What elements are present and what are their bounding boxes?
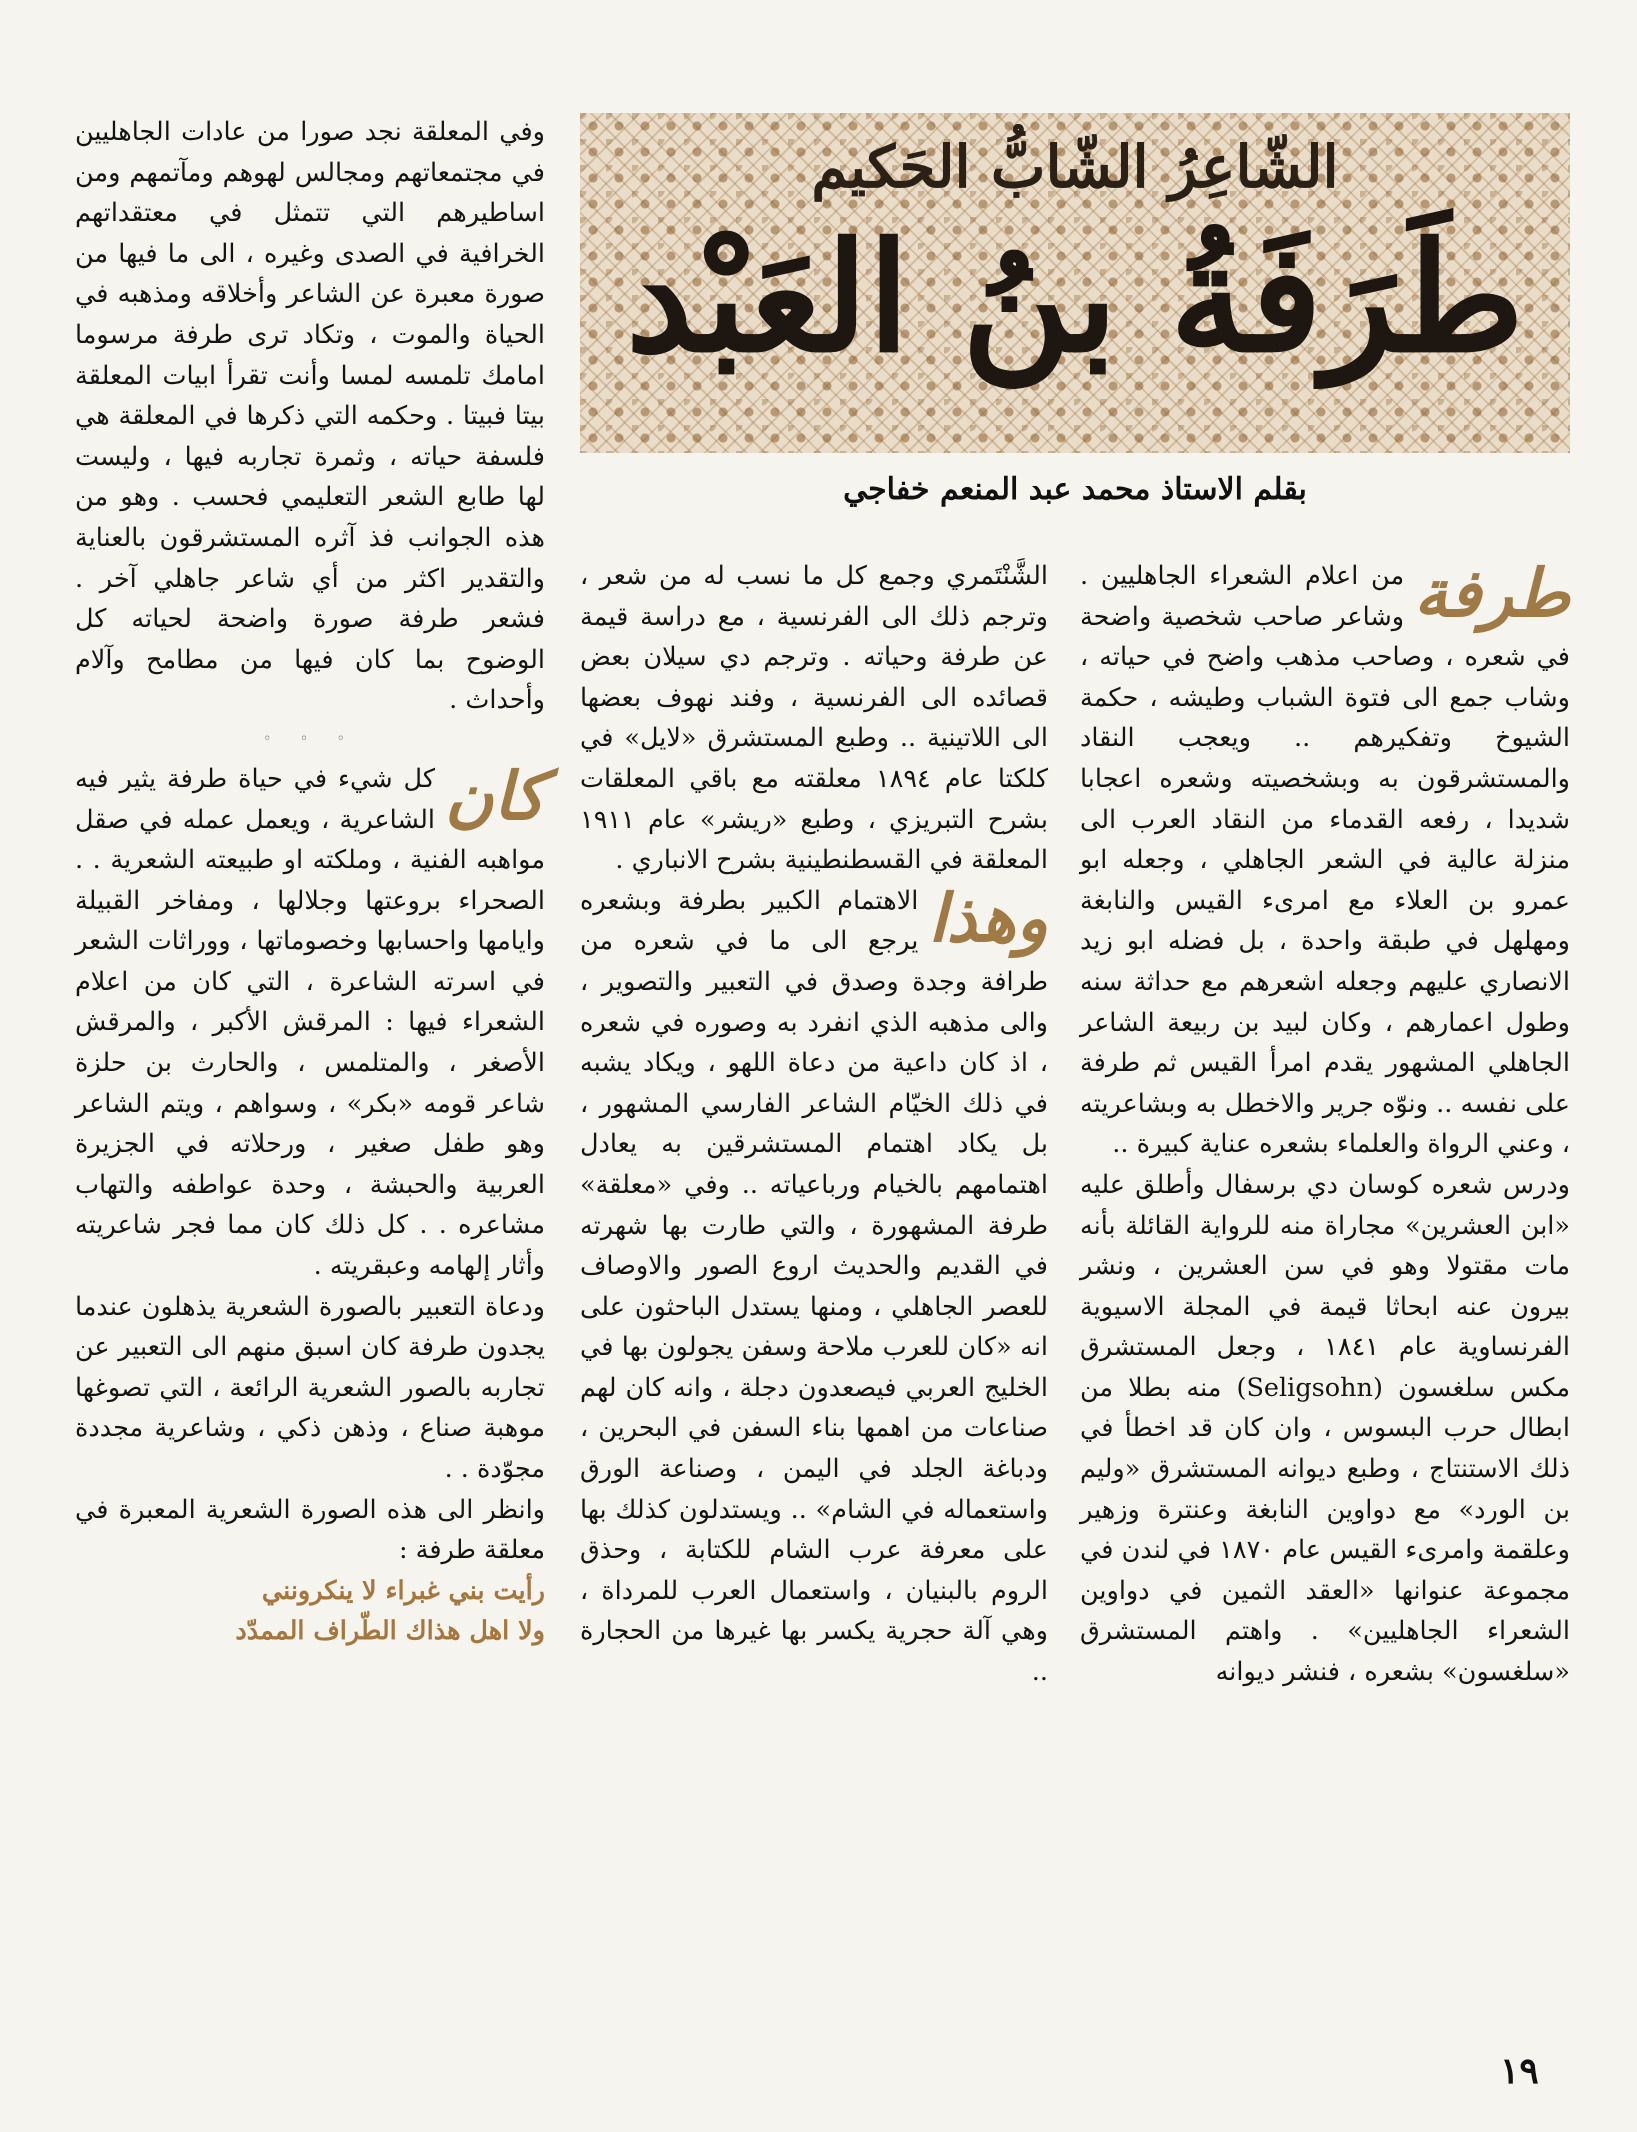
article-column-middle — [580, 556, 1048, 1693]
dropcap-wahadha: وهذا — [928, 878, 1048, 957]
author-byline: بقلم الاستاذ محمد عبد المنعم خفاجي — [843, 472, 1307, 507]
paragraph: وفي المعلقة نجد صورا من عادات الجاهليين في مجتمعاتهم ومجالس لهوهم ومآتمهم ومن اساطيرهم التي تتمثل في معتقداتهم الخرافية في الصدى وغيره ، الى ما فيها من صورة معبرة عن الشاعر وأخلاقه ومذهبه في الحياة والموت ، وتكاد ترى طرفة مرسوما امامك تلمسه لمسا وأنت تقرأ ابيات المعلقة بيتا فبيتا . وحكمه التي ذكرها في المعلقة هي فلسفة حياته ، وثمرة تجاربه فيها ، وليست لها طابع الشعر التعليمي فحسب . وهو من هذه الجوانب فذ آثره المستشرقون بالعناية والتقدير اكثر من أي شاعر جاهلي آخر . فشعر طرفة صورة واضحة لحياته كل الوضوح بما كان فيها من مطامح وآلام وأحداث . — [75, 117, 545, 716]
article-column-left — [75, 112, 545, 1652]
paragraph: كل شيء في حياة طرفة يثير فيه الشاعرية ، ويعمل عمله في صقل مواهبه الفنية ، وملكته او طبيعته الشعرية . . الصحراء بروعتها وجلالها ، ومفاخر القبيلة وايامها واحسابها وخصوماتها ، ووراثات الشعر في اسرته الشاعرة ، التي كان من اعلام الشعراء فيها : المرقش الأكبر ، والمرقش الأصغر ، والمتلمس ، والحارث بن حلزة شاعر قومه «بكر» ، وسواهم ، ويتم الشاعر وهو طفل صغير ، ورحلاته في الجزيرة العربية والحبشة ، وحدة عواطفه والتهاب مشاعره . . كل ذلك كان مما فجر شاعريته وأثار إلهامه وعبقريته . — [75, 763, 545, 1282]
paragraph: وانظر الى هذه الصورة الشعرية المعبرة في معلقة طرفة : — [75, 1494, 545, 1566]
paragraph: الشَّنْتَمري وجمع كل ما نسب له من شعر ، وترجم ذلك الى الفرنسية ، مع دراسة قيمة عن طرفة وحياته . وترجم دي سيلان بعض قصائده الى الفرنسية ، وفند نهوف بعضها الى اللاتينية .. وطبع المستشرق «لايل» في كلكتا عام ١٨٩٤ معلقته مع باقي المعلقات بشرح التبريزي ، وطبع «ريشر» عام ١٩١١ المعلقة في القسطنطينية بشرح الانباري . — [580, 561, 1048, 876]
article-column-right — [1080, 556, 1570, 1693]
article-title: طَرَفَةُ بنُ العَبْد — [625, 210, 1525, 386]
paragraph: ودرس شعره كوسان دي برسفال وأطلق عليه «ابن العشرين» مجاراة منه للرواية القائلة بأنه مات مقتولا وهو في سن العشرين ، ونشر بيرون عنه ابحاثا قيمة في المجلة الاسيوية الفرنساوية عام ١٨٤١ ، وجعل المستشرق مكس سلغسون (Seligsohn) منه بطلا من ابطال حرب البسوس ، وان كان قد اخطأ في ذلك الاستنتاج ، وطبع ديوانه المستشرق «وليم بن الورد» مع دواوين النابغة وعنترة وزهير وعلقمة وامرىء القيس عام ١٨٧٠ في لندن في مجموعة عنوانها «العقد الثمين في دواوين الشعراء الجاهليين» . واهتم المستشرق «سلغسون» بشعره ، فنشر ديوانه — [1080, 1169, 1571, 1688]
paragraph: ودعاة التعبير بالصورة الشعرية يذهلون عندما يجدون طرفة كان اسبق منهم الى التعبير عن تجاربه بالصور الشعرية الرائعة ، التي تصوغها موهبة صناع ، وذهن ذكي ، وشاعرية مجددة مجوّدة . . — [75, 1291, 545, 1484]
poem-verse — [75, 1571, 545, 1652]
paragraph: من اعلام الشعراء الجاهليين . وشاعر صاحب شخصية واضحة في شعره ، وصاحب مذهب واضح في حياته ، وشاب جمع الى فتوة الشباب وطيشه ، حكمة الشيوخ وتفكيرهم .. ويعجب النقاد والمستشرقون به وبشخصيته وشعره اعجابا شديدا ، رفعه القدماء من النقاد العرب الى منزلة عالية في الشعر الجاهلي ، وجعله ابو عمرو بن العلاء مع امرىء القيس والنابغة ومهلهل في طبقة واحدة ، بل فضله ابو زيد الانصاري عليهم وجعله اشعرهم مع حداثة سنه وطول اعمارهم ، وكان لبيد بن ربيعة الشاعر الجاهلي المشهور يقدم امرأ القيس ثم طرفة على نفسه .. ونوّه جرير والاخطل به وبشاعريته ، وعني الرواة والعلماء بشعره عناية كبيرة .. — [1080, 561, 1570, 1160]
dropcap-tarafa: طرفة — [1414, 554, 1570, 632]
paragraph: الاهتمام الكبير بطرفة وبشعره يرجع الى ما في شعره من طرافة وجدة وصدق في التعبير والتصوير ، والى مذهبه الذي انفرد به وصوره في شعره ، اذ كان داعية من دعاة اللهو ، ويكاد يشبه في ذلك الخيّام الشاعر الفارسي المشهور ، بل يكاد اهتمام المستشرقين به يعادل اهتمامهم بالخيام ورباعياته .. وفي «معلقة» طرفة المشهورة ، والتي طارت بها شهرته في القديم والحديث اروع الصور والاوصاف للعصر الجاهلي ، ومنها يستدل الباحثون على انه «كان للعرب ملاحة وسفن يجولون بها في الخليج العربي فيصعدون دجلة ، وانه كان لهم صناعات من اهمها بناء السفن في البحرين ، ودباغة الجلد في اليمن ، وصناعة الورق واستعماله في الشام» .. ويستدلون كذلك بها على معرفة عرب الشام للكتابة ، وحذق الروم بالبنيان ، واستعمال العرب للمرداة ، وهي آلة حجرية يكسر بها غيرها من الحجارة .. — [580, 885, 1048, 1688]
verse-line: ولا اهل هذاك الطّراف الممدّد — [235, 1616, 545, 1647]
dropcap-kana: كان — [445, 756, 545, 835]
page-number: ١٩ — [1500, 2050, 1539, 2092]
section-ornament: ◦ ◦ ◦ — [263, 730, 357, 747]
banner-subtitle: الشّاعِرُ الشّابُّ الحَكيم — [811, 133, 1339, 201]
verse-line: رأيت بني غبراء لا ينكرونني — [261, 1575, 545, 1606]
title-banner — [580, 113, 1570, 453]
